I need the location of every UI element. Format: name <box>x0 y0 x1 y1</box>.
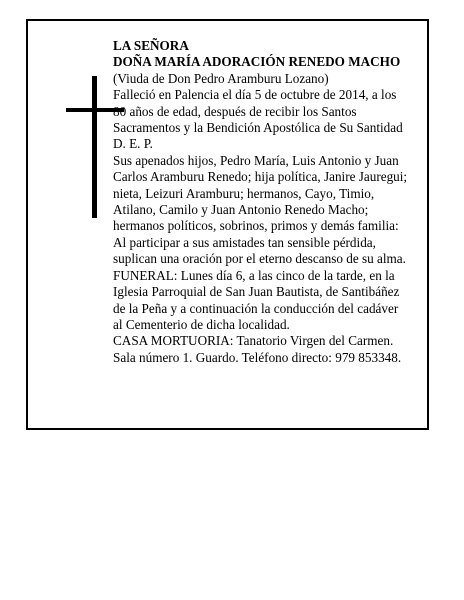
obituary-text <box>113 38 425 366</box>
family-line: Sus apenados hijos, Pedro María, Luis Antonio y Juan <box>113 152 399 168</box>
funeral-line: Iglesia Parroquial de San Juan Bautista, de Santibáñez <box>113 284 400 300</box>
request-line: suplican una oración por el eterno descanso de su alma. <box>113 251 406 267</box>
widow-of-line: (Viuda de Don Pedro Aramburu Lozano) <box>113 70 329 86</box>
death-details-line: Sacramentos y la Bendición Apostólica de Su Santidad <box>113 120 403 136</box>
funeral-home-line: CASA MORTUORIA: Tanatorio Virgen del Carmen. <box>113 333 394 349</box>
funeral-home-line: Sala número 1. Guardo. Teléfono directo: 979 853348. <box>113 349 402 365</box>
cross-vertical-bar <box>92 76 97 218</box>
family-line: hermanos políticos, sobrinos, primos y demás familia: <box>113 218 399 234</box>
rip-line: D. E. P. <box>113 136 153 152</box>
deceased-name: DOÑA MARÍA ADORACIÓN RENEDO MACHO <box>113 54 401 70</box>
funeral-line: de la Peña y a continuación la conducción del cadáver <box>113 300 399 316</box>
death-details-line: 80 años de edad, después de recibir los Santos <box>113 103 357 119</box>
notice-heading: LA SEÑORA <box>113 38 189 53</box>
family-line: Atilano, Camilo y Juan Antonio Renedo Macho; <box>113 202 369 218</box>
death-details-line: Falleció en Palencia el día 5 de octubre de 2014, a los <box>113 87 397 103</box>
family-line: nieta, Leizuri Aramburu; hermanos, Cayo, Timio, <box>113 185 375 201</box>
funeral-line: FUNERAL: Lunes día 6, a las cinco de la tarde, en la <box>113 267 395 283</box>
funeral-line: al Cementerio de dicha localidad. <box>113 316 290 332</box>
request-line: Al participar a sus amistades tan sensible pérdida, <box>113 234 376 250</box>
family-line: Carlos Aramburu Renedo; hija política, Janire Jauregui; <box>113 169 408 185</box>
